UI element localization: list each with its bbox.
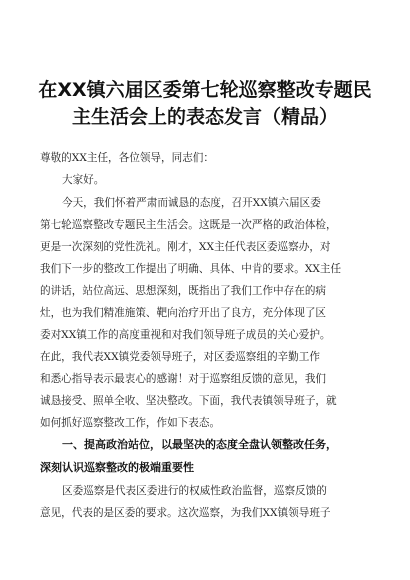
section-heading-1: 一、提高政治站位，以最坚决的态度全盘认领整改任务， bbox=[62, 438, 337, 451]
paragraph-1-line: 灶，也为我们精准施策、靶向治疗开出了良方，充分体现了区 bbox=[40, 307, 327, 319]
paragraph-1-line: 和悉心指导表示最衷心的感谢！对于巡察组反馈的意见，我们 bbox=[40, 373, 327, 385]
paragraph-1-line: 更是一次深刻的党性洗礼。刚才，XX主任代表区委巡察办，对 bbox=[40, 241, 331, 253]
paragraph-2-line: 区委巡察是代表区委进行的权威性政治监督，巡察反馈的 bbox=[62, 485, 327, 497]
salutation: 大家好。 bbox=[62, 174, 105, 186]
paragraph-1-line: 委对XX镇工作的高度重视和对我们领导班子成员的关心爱护。 bbox=[40, 329, 331, 341]
paragraph-1-line: 今天，我们怀着严肃而诚恳的态度，召开XX镇六届区委 bbox=[62, 197, 321, 209]
paragraph-1-line: 的讲话，站位高远、思想深刻，既指出了我们工作中存在的病 bbox=[40, 285, 327, 297]
paragraph-1-line: 诚恳接受、照单全收、坚决整改。下面，我代表镇领导班子，就 bbox=[40, 395, 337, 407]
paragraph-2-line: 意见，代表的是区委的要求。这次巡察，为我们XX镇领导班子 bbox=[40, 507, 331, 519]
document-title-line-2: 主生活会上的表态发言（精品） bbox=[71, 106, 338, 128]
section-heading-1: 深刻认识巡察整改的极端重要性 bbox=[40, 461, 194, 474]
paragraph-1-line: 如何抓好巡察整改工作，作如下表态。 bbox=[40, 417, 221, 429]
document-title-line-1: 在XX镇六届区委第七轮巡察整改专题民 bbox=[38, 79, 372, 101]
paragraph-1-line: 在此，我代表XX镇党委领导班子，对区委巡察组的辛勤工作 bbox=[40, 351, 320, 363]
paragraph-1-line: 我们下一步的整改工作提出了明确、具体、中肯的要求。XX主任 bbox=[40, 263, 342, 275]
greeting: 尊敬的XX主任，各位领导，同志们： bbox=[40, 152, 214, 164]
paragraph-1-line: 第七轮巡察整改专题民主生活会。这既是一次严格的政治体检， bbox=[40, 219, 337, 231]
